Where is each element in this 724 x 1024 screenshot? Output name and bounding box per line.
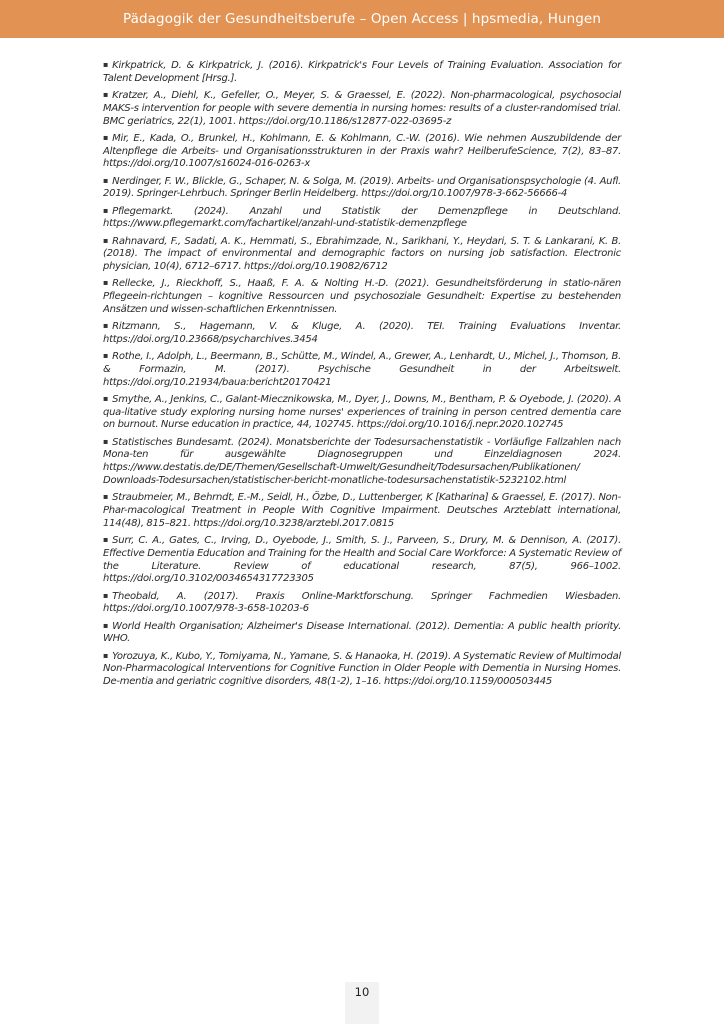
reference-item bbox=[103, 620, 621, 647]
running-header: Pädagogik der Gesundheitsberufe – Open Access | hpsmedia, Hungen bbox=[0, 0, 724, 38]
reference-item bbox=[103, 650, 621, 689]
reference-item bbox=[103, 491, 621, 530]
reference-item bbox=[103, 59, 621, 86]
reference-item bbox=[103, 320, 621, 347]
reference-text: Pflegemarkt. (2024). Anzahl und Statistik der Demenzpflege in Deutschland. https://www.pflegemarkt.com/fachartikel/anzahl-und-statistik-demenzpflege bbox=[103, 205, 621, 230]
reference-item bbox=[103, 350, 621, 389]
reference-item bbox=[103, 205, 621, 232]
reference-text: Kratzer, A., Diehl, K., Gefeller, O., Meyer, S. & Graessel, E. (2022). Non-pharmacological, psychosocial MAKS-s intervention for people with severe dementia in nursing homes: results of a cluster-randomised trial. BMC geriatrics, 22(1), 1001. https://doi.org/10.1186/s12877-022-03695-z bbox=[103, 89, 621, 127]
reference-item bbox=[103, 277, 621, 316]
bullet-icon: ▪ bbox=[103, 235, 109, 245]
bullet-icon: ▪ bbox=[103, 205, 109, 215]
page-number: 10 bbox=[354, 985, 370, 999]
reference-text: Smythe, A., Jenkins, C., Galant-Miecznikowska, M., Dyer, J., Downs, M., Bentham, P. & Oyebode, J. (2020). A qua-litative study exploring nursing home nurses' experiences of training in person centred dementia care on burnout. Nurse education in practice, 44, 102745. https://doi.org/10.1016/j.nepr.2020.102745 bbox=[103, 393, 621, 431]
bullet-icon: ▪ bbox=[103, 492, 109, 502]
reference-item bbox=[103, 436, 621, 488]
reference-text: Rellecke, J., Rieckhoff, S., Haaß, F. A. & Nolting H.-D. (2021). Gesundheitsförderung in statio-nären Pflegeein-richtungen – kognitive Ressourcen und psychosoziale Gesundheit: Expertise zu bestehenden Ansätzen und wissen-schaftlichen Erkenntnissen. bbox=[103, 278, 621, 315]
reference-text: Yorozuya, K., Kubo, Y., Tomiyama, N., Yamane, S. & Hanaoka, H. (2019). A Systematic Review of Multimodal Non-Pharmacological Interventions for Cognitive Function in Older People with Dementia in Nursing Homes. De-mentia and geriatric cognitive disorders, 48(1-2), 1–16. https://doi.org/10.1159/000503445 bbox=[103, 650, 621, 688]
bullet-icon: ▪ bbox=[103, 89, 109, 99]
bullet-icon: ▪ bbox=[103, 175, 109, 185]
bullet-icon: ▪ bbox=[103, 278, 109, 288]
reference-text: Nerdinger, F. W., Blickle, G., Schaper, N. & Solga, M. (2019). Arbeits- und Organisationspsychologie (4. Aufl. 2019). Springer-Lehrbuch. Springer Berlin Heidelberg. https://doi.org/10.1007/978-3-662-56666-4 bbox=[103, 175, 621, 200]
bullet-icon: ▪ bbox=[103, 393, 109, 403]
reference-item bbox=[103, 132, 621, 171]
bullet-icon: ▪ bbox=[103, 132, 109, 142]
reference-item bbox=[103, 175, 621, 202]
reference-item bbox=[103, 235, 621, 274]
reference-text: Surr, C. A., Gates, C., Irving, D., Oyebode, J., Smith, S. J., Parveen, S., Drury, M. & Dennison, A. (2017). Effective Dementia Education and Training for the Health and Social Care Workforce: A Systematic Review of the Literature. Review of educational research, 87(5), 966–1002. https://doi.org/10.3102/0034654317723305 bbox=[103, 534, 621, 585]
reference-text: Straubmeier, M., Behrndt, E.-M., Seidl, H., Özbe, D., Luttenberger, K [Katharina] & Graessel, E. (2017). Non-Phar-macological Treatment in People With Cognitive Impairment. Deutsches Arzteblatt international, 114(48), 815–821. https://doi.org/10.3238/arztebl.2017.0815 bbox=[103, 492, 621, 529]
reference-text: Statistisches Bundesamt. (2024). Monatsberichte der Todesursachenstatistik - Vorläufige Fallzahlen nach Mona-ten für ausgewählte Diagnosegruppen und Einzeldiagnosen 2024. https://www.destatis.de/DE/Themen/Gesellschaft-Umwelt/Gesundheit/Todesursachen/Publikationen/ Downloads-Todesursachen/statistischer-bericht-monatliche-todesursachenstatistik-5232102.html bbox=[103, 436, 621, 487]
bullet-icon: ▪ bbox=[103, 321, 109, 331]
bullet-icon: ▪ bbox=[103, 351, 109, 361]
reference-text: Mir, E., Kada, O., Brunkel, H., Kohlmann, E. & Kohlmann, C.-W. (2016). Wie nehmen Auszubildende der Altenpflege die Arbeits- und Organisationsstrukturen in der Praxis wahr? HeilberufeScience, 7(2), 83–87. https://doi.org/10.1007/s16024-016-0263-x bbox=[103, 132, 621, 170]
reference-text: Rothe, I., Adolph, L., Beermann, B., Schütte, M., Windel, A., Grewer, A., Lenhardt, U., Michel, J., Thomson, B. & Formazin, M. (2017). Psychische Gesundheit in der Arbeitswelt. https://doi.org/10.21934/baua:bericht20170421 bbox=[103, 351, 621, 388]
reference-text: Theobald, A. (2017). Praxis Online-Marktforschung. Springer Fachmedien Wiesbaden. https://doi.org/10.1007/978-3-658-10203-6 bbox=[103, 590, 621, 615]
reference-list bbox=[103, 59, 621, 692]
reference-item bbox=[103, 590, 621, 617]
reference-text: Rahnavard, F., Sadati, A. K., Hemmati, S., Ebrahimzade, N., Sarikhani, Y., Heydari, S. T. & Lankarani, K. B. (2018). The impact of environmental and demographic factors on nursing job satisfaction. Electronic physician, 10(4), 6712–6717. https://doi.org/10.19082/6712 bbox=[103, 235, 621, 273]
reference-text: Kirkpatrick, D. & Kirkpatrick, J. (2016). Kirkpatrick's Four Levels of Training Evaluation. Association for Talent Development [Hrsg.]. bbox=[103, 60, 621, 84]
bullet-icon: ▪ bbox=[103, 650, 109, 660]
reference-item bbox=[103, 89, 621, 128]
bullet-icon: ▪ bbox=[103, 436, 109, 446]
bullet-icon: ▪ bbox=[103, 60, 109, 69]
reference-item bbox=[103, 534, 621, 586]
reference-text: World Health Organisation; Alzheimer's Disease International. (2012). Dementia: A public health priority. WHO. bbox=[103, 620, 621, 645]
bullet-icon: ▪ bbox=[103, 534, 109, 544]
bullet-icon: ▪ bbox=[103, 620, 109, 630]
bullet-icon: ▪ bbox=[103, 590, 109, 600]
reference-text: Ritzmann, S., Hagemann, V. & Kluge, A. (2020). TEI. Training Evaluations Inventar. https://doi.org/10.23668/psycharchives.3454 bbox=[103, 321, 621, 345]
reference-item bbox=[103, 393, 621, 432]
